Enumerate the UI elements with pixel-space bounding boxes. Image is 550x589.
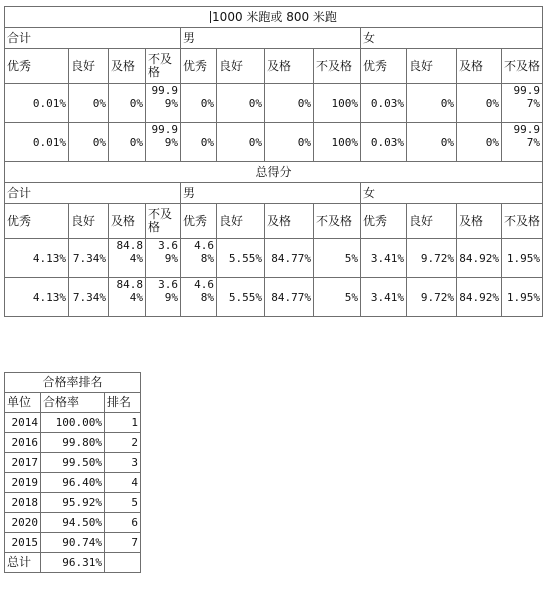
data-cell[interactable]: 3.69% — [146, 278, 181, 317]
data-cell[interactable]: 4.13% — [5, 239, 69, 278]
data-cell[interactable]: 9.72% — [407, 239, 457, 278]
data-cell[interactable]: 0% — [457, 123, 502, 162]
data-cell[interactable]: 0% — [457, 84, 502, 123]
data-cell[interactable]: 1.95% — [502, 239, 543, 278]
pass-rate-rank-table — [4, 372, 141, 573]
header-cell[interactable]: 不及格 — [146, 49, 181, 84]
header-cell[interactable]: 及格 — [265, 49, 314, 84]
table-row — [5, 473, 141, 493]
rank-total-empty[interactable] — [105, 553, 141, 573]
rank-unit[interactable]: 2019 — [5, 473, 41, 493]
group-female[interactable]: 女 — [361, 28, 543, 49]
table-title: 1000 米跑或 800 米跑 — [212, 9, 337, 24]
rank-header-rate[interactable]: 合格率 — [41, 393, 105, 413]
group-female[interactable]: 女 — [361, 183, 543, 204]
rank-unit[interactable]: 2014 — [5, 413, 41, 433]
data-cell[interactable]: 0% — [407, 84, 457, 123]
data-cell[interactable]: 9.72% — [407, 278, 457, 317]
rank-total-rate[interactable]: 96.31% — [41, 553, 105, 573]
rank-rate[interactable]: 100.00% — [41, 413, 105, 433]
rank-number[interactable]: 7 — [105, 533, 141, 553]
rank-rate[interactable]: 94.50% — [41, 513, 105, 533]
group-total[interactable]: 合计 — [5, 183, 181, 204]
header-cell[interactable]: 良好 — [217, 204, 265, 239]
data-cell[interactable]: 100% — [314, 123, 361, 162]
data-cell[interactable]: 84.92% — [457, 278, 502, 317]
header-cell[interactable]: 及格 — [457, 204, 502, 239]
data-cell[interactable]: 5.55% — [217, 278, 265, 317]
rank-number[interactable]: 5 — [105, 493, 141, 513]
data-cell[interactable]: 4.13% — [5, 278, 69, 317]
data-cell[interactable]: 7.34% — [69, 239, 109, 278]
rank-header-rank[interactable]: 排名 — [105, 393, 141, 413]
table-row — [5, 123, 543, 162]
data-cell[interactable]: 84.77% — [265, 278, 314, 317]
table-row — [5, 413, 141, 433]
header-cell[interactable]: 良好 — [69, 204, 109, 239]
rank-number[interactable]: 2 — [105, 433, 141, 453]
group-male[interactable]: 男 — [181, 28, 361, 49]
table-row — [5, 239, 543, 278]
data-cell[interactable]: 84.84% — [109, 278, 146, 317]
table-row — [5, 278, 543, 317]
table-row — [5, 84, 543, 123]
data-cell[interactable]: 84.92% — [457, 239, 502, 278]
data-cell[interactable]: 99.97% — [502, 123, 543, 162]
data-cell[interactable]: 7.34% — [69, 278, 109, 317]
data-cell[interactable]: 0% — [109, 84, 146, 123]
rank-rate[interactable]: 95.92% — [41, 493, 105, 513]
data-cell[interactable]: 3.41% — [361, 278, 407, 317]
rank-rate[interactable]: 99.50% — [41, 453, 105, 473]
table-row — [5, 553, 141, 573]
rank-rate[interactable]: 96.40% — [41, 473, 105, 493]
header-cell[interactable]: 及格 — [109, 204, 146, 239]
header-cell[interactable]: 及格 — [109, 49, 146, 84]
rank-number[interactable]: 1 — [105, 413, 141, 433]
data-cell[interactable]: 0% — [181, 123, 217, 162]
table-row — [5, 433, 141, 453]
data-cell[interactable]: 5.55% — [217, 239, 265, 278]
rank-table-title[interactable]: 合格率排名 — [5, 373, 141, 393]
rank-unit[interactable]: 2015 — [5, 533, 41, 553]
text-cursor — [210, 11, 211, 23]
data-cell[interactable]: 99.99% — [146, 123, 181, 162]
data-cell[interactable]: 0% — [265, 123, 314, 162]
data-cell[interactable]: 84.84% — [109, 239, 146, 278]
data-cell[interactable]: 0.01% — [5, 84, 69, 123]
table-row — [5, 493, 141, 513]
rank-rate[interactable]: 99.80% — [41, 433, 105, 453]
header-cell[interactable]: 良好 — [407, 204, 457, 239]
rank-total-label[interactable]: 总计 — [5, 553, 41, 573]
data-cell[interactable]: 0% — [109, 123, 146, 162]
data-cell[interactable]: 0% — [69, 84, 109, 123]
data-cell[interactable]: 0% — [407, 123, 457, 162]
data-cell[interactable]: 1.95% — [502, 278, 543, 317]
rank-number[interactable]: 6 — [105, 513, 141, 533]
table-row — [5, 453, 141, 473]
score-table — [4, 6, 543, 317]
header-cell[interactable]: 优秀 — [181, 204, 217, 239]
data-cell[interactable]: 84.77% — [265, 239, 314, 278]
data-cell[interactable]: 5% — [314, 239, 361, 278]
data-cell[interactable]: 100% — [314, 84, 361, 123]
rank-number[interactable]: 4 — [105, 473, 141, 493]
data-cell[interactable]: 4.68% — [181, 278, 217, 317]
header-cell[interactable]: 良好 — [407, 49, 457, 84]
rank-unit[interactable]: 2016 — [5, 433, 41, 453]
rank-rate[interactable]: 90.74% — [41, 533, 105, 553]
data-cell[interactable]: 0.03% — [361, 84, 407, 123]
header-cell[interactable]: 优秀 — [361, 49, 407, 84]
rank-header-unit[interactable]: 单位 — [5, 393, 41, 413]
data-cell[interactable]: 0% — [69, 123, 109, 162]
group-total[interactable]: 合计 — [5, 28, 181, 49]
data-cell[interactable]: 5% — [314, 278, 361, 317]
rank-unit[interactable]: 2020 — [5, 513, 41, 533]
header-cell[interactable]: 不及格 — [502, 49, 543, 84]
data-cell[interactable]: 0.03% — [361, 123, 407, 162]
data-cell[interactable]: 99.97% — [502, 84, 543, 123]
rank-unit[interactable]: 2017 — [5, 453, 41, 473]
data-cell[interactable]: 3.69% — [146, 239, 181, 278]
rank-table-wrapper — [4, 372, 141, 573]
data-cell[interactable]: 0% — [217, 84, 265, 123]
header-cell[interactable]: 不及格 — [314, 204, 361, 239]
group-male[interactable]: 男 — [181, 183, 361, 204]
data-cell[interactable]: 4.68% — [181, 239, 217, 278]
total-score-title[interactable]: 总得分 — [5, 162, 543, 183]
table-row — [5, 513, 141, 533]
header-cell[interactable]: 优秀 — [361, 204, 407, 239]
data-cell[interactable]: 0% — [181, 84, 217, 123]
header-cell[interactable]: 不及格 — [146, 204, 181, 239]
rank-number[interactable]: 3 — [105, 453, 141, 473]
header-cell[interactable]: 优秀 — [181, 49, 217, 84]
header-cell[interactable]: 良好 — [69, 49, 109, 84]
header-cell[interactable]: 良好 — [217, 49, 265, 84]
table-row — [5, 533, 141, 553]
header-cell[interactable]: 及格 — [457, 49, 502, 84]
data-cell[interactable]: 99.99% — [146, 84, 181, 123]
header-cell[interactable]: 优秀 — [5, 204, 69, 239]
header-cell[interactable]: 不及格 — [502, 204, 543, 239]
table-title-cell[interactable] — [5, 7, 543, 28]
data-cell[interactable]: 0% — [217, 123, 265, 162]
data-cell[interactable]: 3.41% — [361, 239, 407, 278]
header-cell[interactable]: 不及格 — [314, 49, 361, 84]
data-cell[interactable]: 0.01% — [5, 123, 69, 162]
header-cell[interactable]: 及格 — [265, 204, 314, 239]
spreadsheet-main — [4, 6, 543, 317]
rank-unit[interactable]: 2018 — [5, 493, 41, 513]
data-cell[interactable]: 0% — [265, 84, 314, 123]
header-cell[interactable]: 优秀 — [5, 49, 69, 84]
